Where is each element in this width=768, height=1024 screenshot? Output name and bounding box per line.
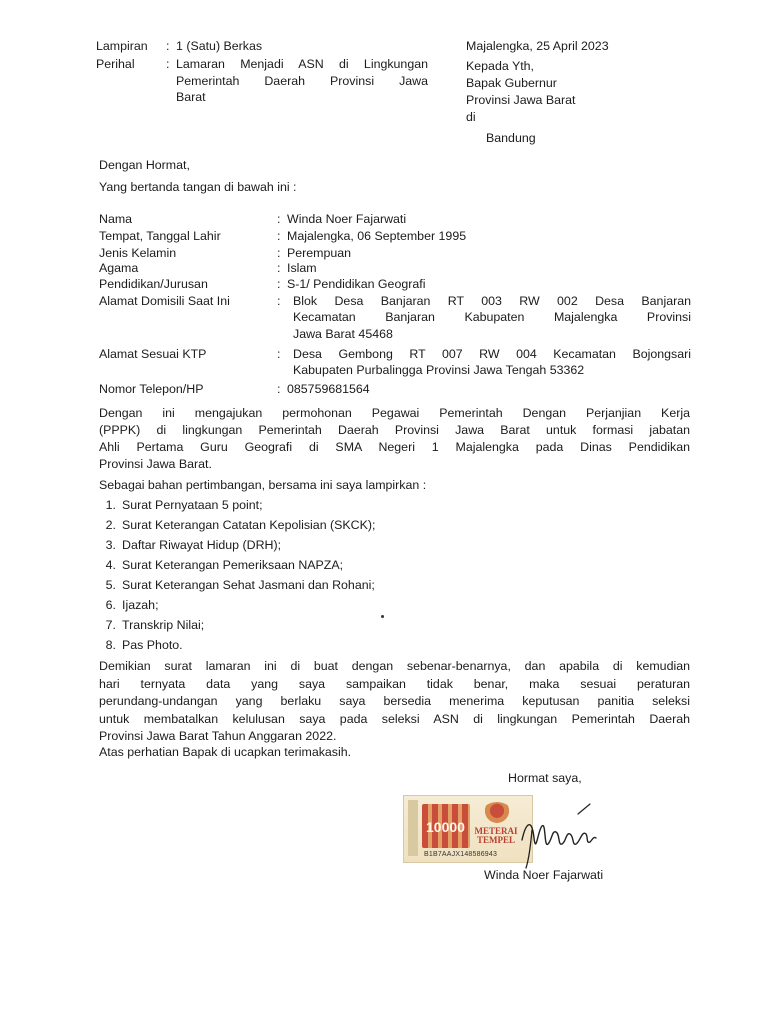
letter-header-right [466,38,666,146]
lampiran-row: Lampiran : 1 (Satu) Berkas [96,38,436,54]
attachment-item: 1. Surat Pernyataan 5 point; [105,497,263,512]
attachment-item: 2. Surat Keterangan Catatan Kepolisian (SKCK); [105,517,376,532]
stamp-serial: B1B7AAJX148586943 [424,851,498,858]
paragraph-line: (PPPK) di lingkungan Pemerintah Daerah Provinsi Jawa Barat untuk formasi jabatan [99,423,690,437]
signer-name: Winda Noer Fajarwati [484,868,604,882]
identity-label: Tempat, Tanggal Lahir [99,229,221,243]
identity-value: Winda Noer Fajarwati [287,212,407,226]
attachment-item: 4. Surat Keterangan Pemeriksaan NAPZA; [105,557,344,572]
closing-paragraph [99,658,690,746]
paragraph-line: Ahli Pertama Guru Geografi di SMA Negeri 1 Majalengka pada Dinas Pendidikan [99,440,690,454]
identity-label: Alamat Sesuai KTP [99,347,207,361]
paragraph-line: Demikian surat lamaran ini di buat dengan sebenar-benarnya, dan apabila di kemudian [99,659,690,673]
paragraph-line: Provinsi Jawa Barat Tahun Anggaran 2022. [99,729,337,743]
recipient-line: di [466,110,476,124]
identity-value: Majalengka, 06 September 1995 [287,229,467,243]
attachments-intro: Sebagai bahan pertimbangan, bersama ini saya lampirkan : [99,478,427,492]
identity-value-line: Kabupaten Purbalingga Provinsi Jawa Tengah 53362 [293,363,585,378]
identity-row: Agama : Islam [99,260,691,276]
recipient-line: Bapak Gubernur [466,76,557,90]
scan-speck [381,615,384,618]
perihal-line: Lamaran Menjadi ASN di Lingkungan [176,57,428,72]
identity-value-line: Blok Desa Banjaran RT 003 RW 002 Desa Banjaran [293,294,691,308]
identity-label: Jenis Kelamin [99,246,177,260]
identity-value: Islam [287,261,317,275]
identity-value-line: Kecamatan Banjaran Kabupaten Majalengka Provinsi [293,310,691,325]
perihal-label: Perihal [96,57,135,72]
perihal-value [176,56,428,105]
paragraph-line: perundang-undangan yang berlaku saya bersedia menerima keputusan panitia seleksi [99,694,690,708]
letter-header-left [96,38,436,106]
intro-text: Yang bertanda tangan di bawah ini : [99,180,297,194]
recipient-city: Bandung [486,131,536,145]
paragraph-line: hari ternyata data yang saya sampaikan tidak benar, maka sesuai peraturan [99,676,690,691]
application-paragraph [99,405,690,473]
identity-label: Pendidikan/Jurusan [99,277,208,291]
identity-row: Alamat Sesuai KTP : Desa Gembong RT 007 RW 004 Kecamatan Bojongsari Kabupaten Purbalingga Provinsi Jawa Tengah 53362 [99,346,691,381]
identity-row: Alamat Domisili Saat Ini : Blok Desa Banjaran RT 003 RW 002 Desa Banjaran Kecamatan Banjaran Kabupaten Majalengka Provinsi Jawa Barat 45468 [99,293,691,346]
lampiran-value: 1 (Satu) Berkas [176,39,263,53]
attachment-item: 3. Daftar Riwayat Hidup (DRH); [105,537,282,552]
identity-label: Agama [99,261,139,275]
identity-value: 085759681564 [287,382,370,396]
identity-value: S-1/ Pendidikan Geografi [287,277,426,291]
identity-value-line: Desa Gembong RT 007 RW 004 Kecamatan Bojongsari [293,347,691,361]
stamp-value: 10000 [426,819,465,835]
recipient-line: Provinsi Jawa Barat [466,93,576,107]
identity-table [99,211,691,398]
thanks-line: Atas perhatian Bapak di ucapkan terimakasih. [99,745,352,759]
attachments-list [101,495,375,655]
place-date: Majalengka, 25 April 2023 [466,39,609,53]
lampiran-label: Lampiran [96,39,148,53]
attachment-item: 8. Pas Photo. [105,637,183,652]
identity-row: Nama : Winda Noer Fajarwati [99,211,691,228]
identity-row: Pendidikan/Jurusan : S-1/ Pendidikan Geografi [99,276,691,293]
identity-row: Nomor Telepon/HP : 085759681564 [99,381,691,398]
attachment-item: 7. Transkrip Nilai; [105,617,205,632]
identity-row: Tempat, Tanggal Lahir : Majalengka, 06 September 1995 [99,228,691,245]
paragraph-line: Dengan ini mengajukan permohonan Pegawai Pemerintah Dengan Perjanjian Kerja [99,406,690,420]
identity-label: Nomor Telepon/HP [99,382,204,396]
handwritten-signature-icon [512,800,612,870]
paragraph-line: Provinsi Jawa Barat. [99,457,212,471]
perihal-row: Perihal : Lamaran Menjadi ASN di Lingkungan Pemerintah Daerah Provinsi Jawa Barat [96,57,428,105]
identity-label: Alamat Domisili Saat Ini [99,294,230,308]
garuda-emblem-icon [482,802,512,824]
recipient-line: Kepada Yth, [466,59,534,73]
perihal-line: Pemerintah Daerah Provinsi Jawa [176,73,428,88]
salutation: Dengan Hormat, [99,158,190,172]
identity-value: Perempuan [287,246,352,260]
attachment-item: 5. Surat Keterangan Sehat Jasmani dan Rohani; [105,577,375,592]
stamp-label: METERAI [474,826,518,836]
identity-value-line: Jawa Barat 45468 [293,326,393,341]
paragraph-line: untuk membatalkan kelulusan saya pada seleksi ASN di lingkungan Pemerintah Daerah [99,711,690,726]
perihal-line: Barat [176,90,206,105]
stamp-label: TEMPEL [476,835,515,845]
identity-row: Jenis Kelamin : Perempuan [99,245,691,260]
signature-closing: Hormat saya, [508,771,582,785]
attachment-item: 6. Ijazah; [105,597,159,612]
identity-label: Nama [99,212,133,226]
